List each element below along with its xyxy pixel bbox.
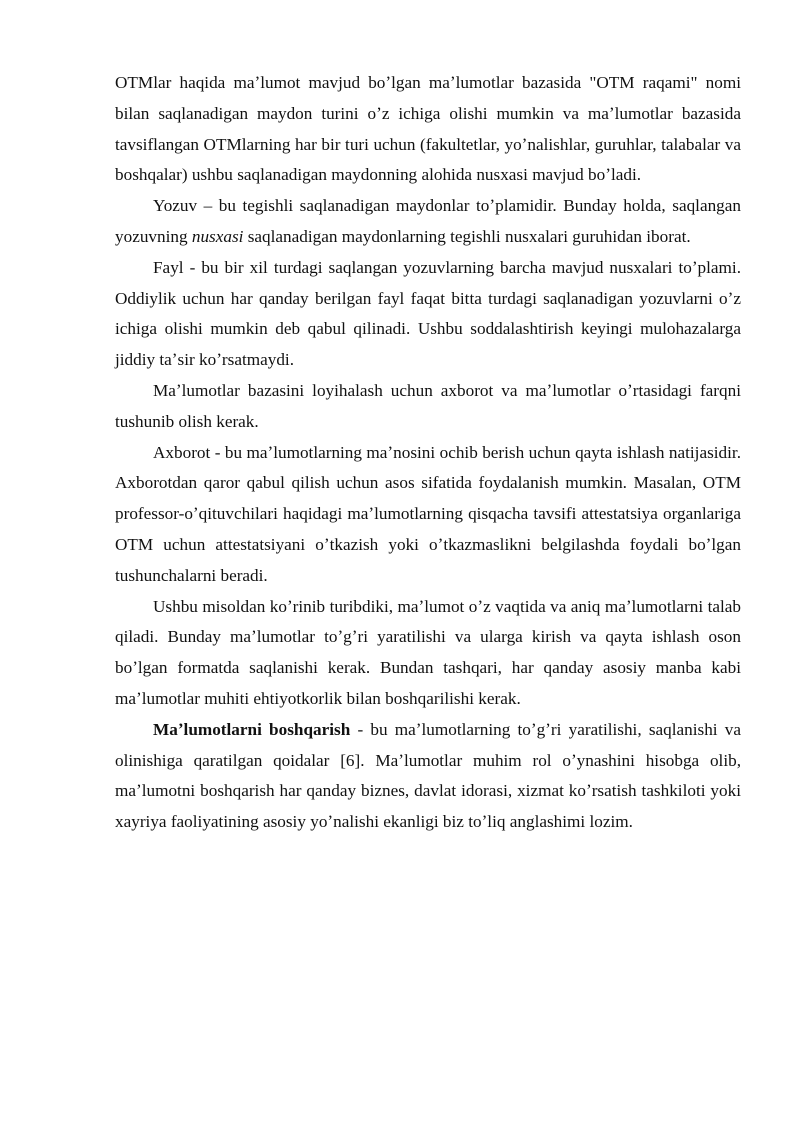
emphasis-nusxasi: nusxasi [191, 226, 244, 246]
record-text-end: saqlanadigan maydonlarning tegishli nusxalari guruhidan iborat. [243, 226, 691, 246]
paragraph-record-definition [115, 191, 741, 253]
paragraph-data-management [115, 715, 741, 838]
paragraph-information-definition: Axborot - bu maʼlumotlarning maʼnosini ochib berish uchun qayta ishlash natijasidir. Axborotdan qaror qabul qilish uchun asos sifatida foydalanish mumkin. Masalan, OTM professor-oʼqituvchilari haqidagi maʼlumotlarning qisqacha tavsifi attestatsiya organlariga OTM uchun attestatsiyani oʼtkazish yoki oʼtkazmaslikni belgilashda foydali boʼlgan tushunchalarni beradi. [115, 442, 741, 585]
term-data-management: Maʼlumotlarni boshqarish [153, 719, 351, 739]
paragraph-example-conclusion: Ushbu misoldan koʼrinib turibdiki, maʼlumot oʼz vaqtida va aniq maʼlumotlarni talab qiladi. Bunday maʼlumotlar toʼgʼri yaratilishi va ularga kirish va qayta ishlash oson boʼlgan formatda saqlanishi kerak. Bundan tashqari, har qanday asosiy manba kabi maʼlumotlar muhiti ehtiyotkorlik bilan boshqarilishi kerak. [115, 596, 741, 708]
data-management-text: - bu maʼlumotlarning toʼgʼri yaratilishi, saqlanishi va olinishiga qaratilgan qoidalar [6]. Maʼlumotlar muhim rol oʼynashini hisobga olib, maʼlumotni boshqarish har qanday biznes, davlat idorasi, xizmat koʼrsatish tashkiloti yoki xayriya faoliyatining asosiy yoʼnalishi ekanligi biz toʼliq anglashimi lozim. [115, 719, 741, 832]
document-page [115, 68, 741, 838]
record-text-start: Yozuv – bu tegishli saqlanadigan maydonlar toʼplamidir. Bunday holda, saqlangan yozuvning [115, 196, 741, 246]
paragraph-otm-database: OTMlar haqida maʼlumot mavjud boʼlgan maʼlumotlar bazasida "OTM raqami" nomi bilan saqlanadigan maydon turini oʼz ichiga olishi mumkin va maʼlumotlar bazasida tavsiflangan OTMlarning har bir turi uchun (fakultetlar, yoʼnalishlar, guruhlar, talabalar va boshqalar) ushbu saqlanadigan maydonning alohida nusxasi mavjud boʼladi. [115, 73, 741, 185]
paragraph-file-definition: Fayl - bu bir xil turdagi saqlangan yozuvlarning barcha mavjud nusxalari toʼplami. Oddiylik uchun har qanday berilgan fayl faqat bitta turdagi saqlanadigan yozuvlarni oʼz ichiga olishi mumkin deb qabul qilinadi. Ushbu soddalashtirish keyingi mulohazalarga jiddiy taʼsir koʼrsatmaydi. [115, 257, 741, 370]
paragraph-design-note: Maʼlumotlar bazasini loyihalash uchun axborot va maʼlumotlar oʼrtasidagi farqni tushunib olish kerak. [115, 380, 741, 431]
